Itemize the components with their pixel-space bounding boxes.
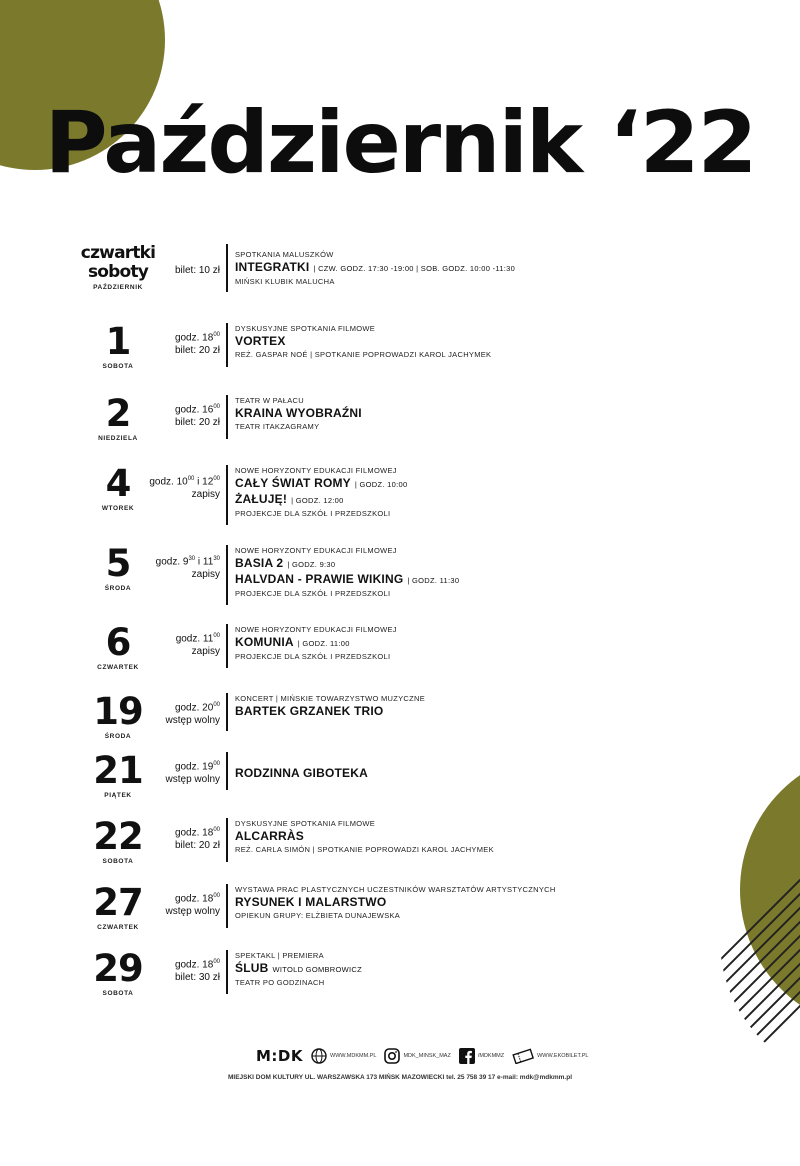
event-category: NOWE HORYZONTY EDUKACJI FILMOWEJ <box>235 625 397 634</box>
event-title <box>235 556 795 572</box>
event-title-details: | GODZ. 9:30 <box>287 560 336 569</box>
event-title <box>235 895 795 910</box>
event-note: wstęp wolny <box>165 715 220 727</box>
event-title-name: BASIA 2 <box>235 556 284 570</box>
event-title-details: | GODZ. 11:30 <box>407 576 460 585</box>
event-subtitle: PROJEKCJE DLA SZKÓŁ I PRZEDSZKOLI <box>235 589 391 598</box>
event-time <box>166 699 220 714</box>
intro-price: bilet: 10 zł <box>174 265 220 276</box>
globe-icon <box>311 1048 327 1064</box>
event-info <box>235 818 795 855</box>
event-title <box>235 829 795 844</box>
event-info <box>235 624 795 662</box>
event-title-name: RODZINNA GIBOTEKA <box>235 766 368 780</box>
day-number: 2 <box>105 392 131 435</box>
time-text: godz. 18 <box>174 827 214 839</box>
day-number: 22 <box>93 815 143 858</box>
event-time <box>175 329 220 344</box>
divider-bar <box>226 624 228 668</box>
event-subtitle: PROJEKCJE DLA SZKÓŁ I PRZEDSZKOLI <box>235 509 391 518</box>
event-meta <box>176 630 220 658</box>
day-of-week: WTOREK <box>101 505 135 512</box>
event-subtitle: OPIEKUN GRUPY: ELŻBIETA DUNAJEWSKA <box>235 911 401 920</box>
event-category: NOWE HORYZONTY EDUKACJI FILMOWEJ <box>235 466 397 475</box>
divider-bar <box>226 884 228 928</box>
event-info <box>235 950 795 988</box>
event-time <box>166 890 220 905</box>
event-title-details: WITOLD GOMBROWICZ <box>272 965 363 974</box>
event-time <box>156 553 220 568</box>
day-of-week: SOBOTA <box>102 858 134 865</box>
event-title-name: RYSUNEK I MALARSTWO <box>235 895 387 909</box>
event-meta <box>149 473 220 501</box>
event-time <box>175 401 220 416</box>
tickets-text: WWW.EKOBILET.PL <box>537 1053 589 1059</box>
event-info <box>235 323 795 360</box>
event-meta <box>175 401 220 429</box>
divider-bar <box>226 818 228 862</box>
event-subtitle: REŻ. GASPAR NOÉ | SPOTKANIE POPROWADZI KAROL JACHYMEK <box>235 350 492 359</box>
event-time <box>176 630 220 645</box>
divider-bar <box>226 395 228 439</box>
time-minutes: 00 <box>213 404 220 410</box>
event-subtitle: MIŃSKI KLUBIK MALUCHA <box>235 277 335 286</box>
time-minutes: 00 <box>213 827 220 833</box>
tickets-link[interactable] <box>512 1048 588 1064</box>
event-title-details: | GODZ. 12:00 <box>291 496 344 505</box>
event-meta <box>166 758 220 786</box>
event-title <box>235 334 795 349</box>
event-subtitle: TEATR ITAKZAGRAMY <box>235 422 320 431</box>
event-title-details: | GODZ. 10:00 <box>354 480 408 489</box>
time-minutes: 00 <box>187 476 195 482</box>
event-note: wstęp wolny <box>165 774 220 786</box>
event-meta <box>175 956 220 984</box>
page-title: Październik ‘22 <box>44 93 756 193</box>
time-text-second: i 11 <box>195 556 214 568</box>
intro-info <box>235 249 795 287</box>
event-note: zapisy <box>191 569 220 581</box>
event-category: DYSKUSYJNE SPOTKANIA FILMOWE <box>235 324 376 333</box>
time-minutes-second: 00 <box>213 476 220 482</box>
time-minutes: 00 <box>213 702 220 708</box>
time-text: godz. 16 <box>174 404 214 416</box>
time-text: godz. 18 <box>174 959 214 971</box>
event-title <box>235 260 795 276</box>
time-minutes: 30 <box>188 556 196 562</box>
time-text-second: i 12 <box>194 476 214 488</box>
day-of-week: NIEDZIELA <box>98 435 138 442</box>
time-minutes: 00 <box>213 959 220 965</box>
day-of-week: PIĄTEK <box>104 792 132 799</box>
event-subtitle: PROJEKCJE DLA SZKÓŁ I PRZEDSZKOLI <box>235 652 391 661</box>
day-number: 29 <box>93 947 143 990</box>
event-title-name: KRAINA WYOBRAŹNI <box>235 406 362 420</box>
time-text: godz. 18 <box>174 893 214 905</box>
event-time <box>149 473 220 488</box>
event-title <box>235 492 795 508</box>
time-minutes: 00 <box>213 893 220 899</box>
event-title-name: ŚLUB <box>235 961 269 975</box>
day-number: 1 <box>105 320 131 363</box>
day-of-week: SOBOTA <box>102 363 134 370</box>
divider-bar <box>226 693 228 731</box>
event-info <box>235 693 795 719</box>
event-title <box>235 961 795 977</box>
event-subtitle: TEATR PO GODZINACH <box>235 978 325 987</box>
event-title-name: KOMUNIA <box>235 635 294 649</box>
event-category: WYSTAWA PRAC PLASTYCZNYCH UCZESTNIKÓW WARSZTATÓW ARTYSTYCZNYCH <box>235 885 556 894</box>
divider-bar <box>226 545 228 605</box>
event-date <box>68 881 168 931</box>
event-title <box>235 572 795 588</box>
divider-bar <box>226 950 228 994</box>
event-category: TEATR W PAŁACU <box>235 396 304 405</box>
day-number: 21 <box>93 749 143 792</box>
event-time <box>166 758 220 773</box>
time-text: godz. 19 <box>174 761 214 773</box>
event-date <box>68 749 168 799</box>
event-title <box>235 476 795 492</box>
event-subtitle: REŻ. CARLA SIMÓN | SPOTKANIE POPROWADZI KAROL JACHYMEK <box>235 845 494 854</box>
divider-bar <box>226 465 228 525</box>
day-of-week: ŚRODA <box>104 733 132 740</box>
event-title-name: VORTEX <box>235 334 286 348</box>
event-category: NOWE HORYZONTY EDUKACJI FILMOWEJ <box>235 546 397 555</box>
facebook-link[interactable] <box>459 1048 504 1064</box>
event-date <box>68 621 168 671</box>
website-link[interactable] <box>311 1048 376 1064</box>
event-meta <box>166 699 220 727</box>
event-title-details: | GODZ. 11:00 <box>297 639 350 648</box>
event-note: zapisy <box>191 646 220 658</box>
facebook-text: /MDKMMZ <box>477 1053 505 1059</box>
divider-bar <box>226 752 228 790</box>
day-number: 27 <box>93 881 143 924</box>
instagram-text: MDK_MINSK_MAZ <box>403 1053 451 1059</box>
event-category: KONCERT | MIŃSKIE TOWARZYSTWO MUZYCZNE <box>235 694 426 703</box>
instagram-link[interactable] <box>384 1048 450 1064</box>
time-text: godz. 18 <box>174 332 214 344</box>
event-meta <box>175 824 220 852</box>
time-minutes-second: 30 <box>213 556 220 562</box>
event-title <box>235 406 795 421</box>
event-info <box>235 545 795 599</box>
event-title <box>235 704 795 719</box>
event-title-name: HALVDAN - PRAWIE WIKING <box>235 572 404 586</box>
event-date <box>68 815 168 865</box>
event-time <box>175 956 220 971</box>
intro-day-thursdays: czwartki <box>80 243 156 263</box>
event-title <box>235 766 795 781</box>
time-text: godz. 10 <box>149 476 188 488</box>
event-info <box>235 884 795 921</box>
event-note: bilet: 20 zł <box>174 840 220 852</box>
event-info <box>235 395 795 432</box>
instagram-icon <box>384 1048 400 1064</box>
event-meta <box>175 329 220 357</box>
time-text: godz. 11 <box>175 633 214 645</box>
event-note: wstęp wolny <box>165 906 220 918</box>
website-text: WWW.MDKMM.PL <box>330 1053 377 1059</box>
event-category: SPEKTAKL | PREMIERA <box>235 951 324 960</box>
intro-month: PAŹDZIERNIK <box>93 284 143 291</box>
event-time <box>175 824 220 839</box>
day-number: 19 <box>93 690 143 733</box>
time-text: godz. 20 <box>174 702 214 714</box>
event-category: DYSKUSYJNE SPOTKANIA FILMOWE <box>235 819 376 828</box>
intro-days <box>68 244 168 291</box>
event-title-name: INTEGRATKI <box>235 260 310 274</box>
event-category: SPOTKANIA MALUSZKÓW <box>235 250 334 259</box>
event-date <box>68 947 168 997</box>
day-number: 5 <box>105 542 131 585</box>
day-of-week: CZWARTEK <box>97 924 139 931</box>
event-meta <box>166 890 220 918</box>
day-number: 6 <box>105 621 131 664</box>
event-title-name: BARTEK GRZANEK TRIO <box>235 704 384 718</box>
event-note: bilet: 30 zł <box>174 972 220 984</box>
event-note: bilet: 20 zł <box>174 345 220 357</box>
mdk-logo: M:DK <box>256 1047 303 1065</box>
event-date <box>68 690 168 740</box>
event-title-name: ALCARRÀS <box>235 829 304 843</box>
event-date <box>68 542 168 592</box>
facebook-icon <box>459 1048 475 1064</box>
event-date <box>68 320 168 370</box>
event-info <box>235 465 795 519</box>
event-date <box>68 392 168 442</box>
time-minutes: 00 <box>213 332 220 338</box>
ticket-icon <box>512 1048 534 1064</box>
intro-day-saturdays: soboty <box>87 262 149 282</box>
day-number: 4 <box>105 462 131 505</box>
event-title-details: | CZW. GODZ. 17:30 -19:00 | SOB. GODZ. 10:00 -11:30 <box>313 264 516 273</box>
event-title-name: CAŁY ŚWIAT ROMY <box>235 476 351 490</box>
event-note: zapisy <box>191 489 220 501</box>
day-of-week: CZWARTEK <box>97 664 139 671</box>
event-info <box>235 766 795 781</box>
event-title-name: ŻAŁUJĘ! <box>235 492 288 506</box>
day-of-week: ŚRODA <box>104 585 132 592</box>
event-note: bilet: 20 zł <box>174 417 220 429</box>
time-minutes: 00 <box>213 761 220 767</box>
footer-links <box>256 1044 588 1068</box>
time-minutes: 00 <box>213 633 220 639</box>
day-of-week: SOBOTA <box>102 990 134 997</box>
time-text: godz. 9 <box>155 556 189 568</box>
footer-address: MIEJSKI DOM KULTURY UL. WARSZAWSKA 173 MIŃSK MAZOWIECKI tel. 25 758 39 17 e-mail: mdk@mdkmm.pl <box>227 1074 573 1081</box>
divider-bar <box>226 244 228 292</box>
event-title <box>235 635 795 651</box>
divider-bar <box>226 323 228 367</box>
event-meta <box>156 553 220 581</box>
